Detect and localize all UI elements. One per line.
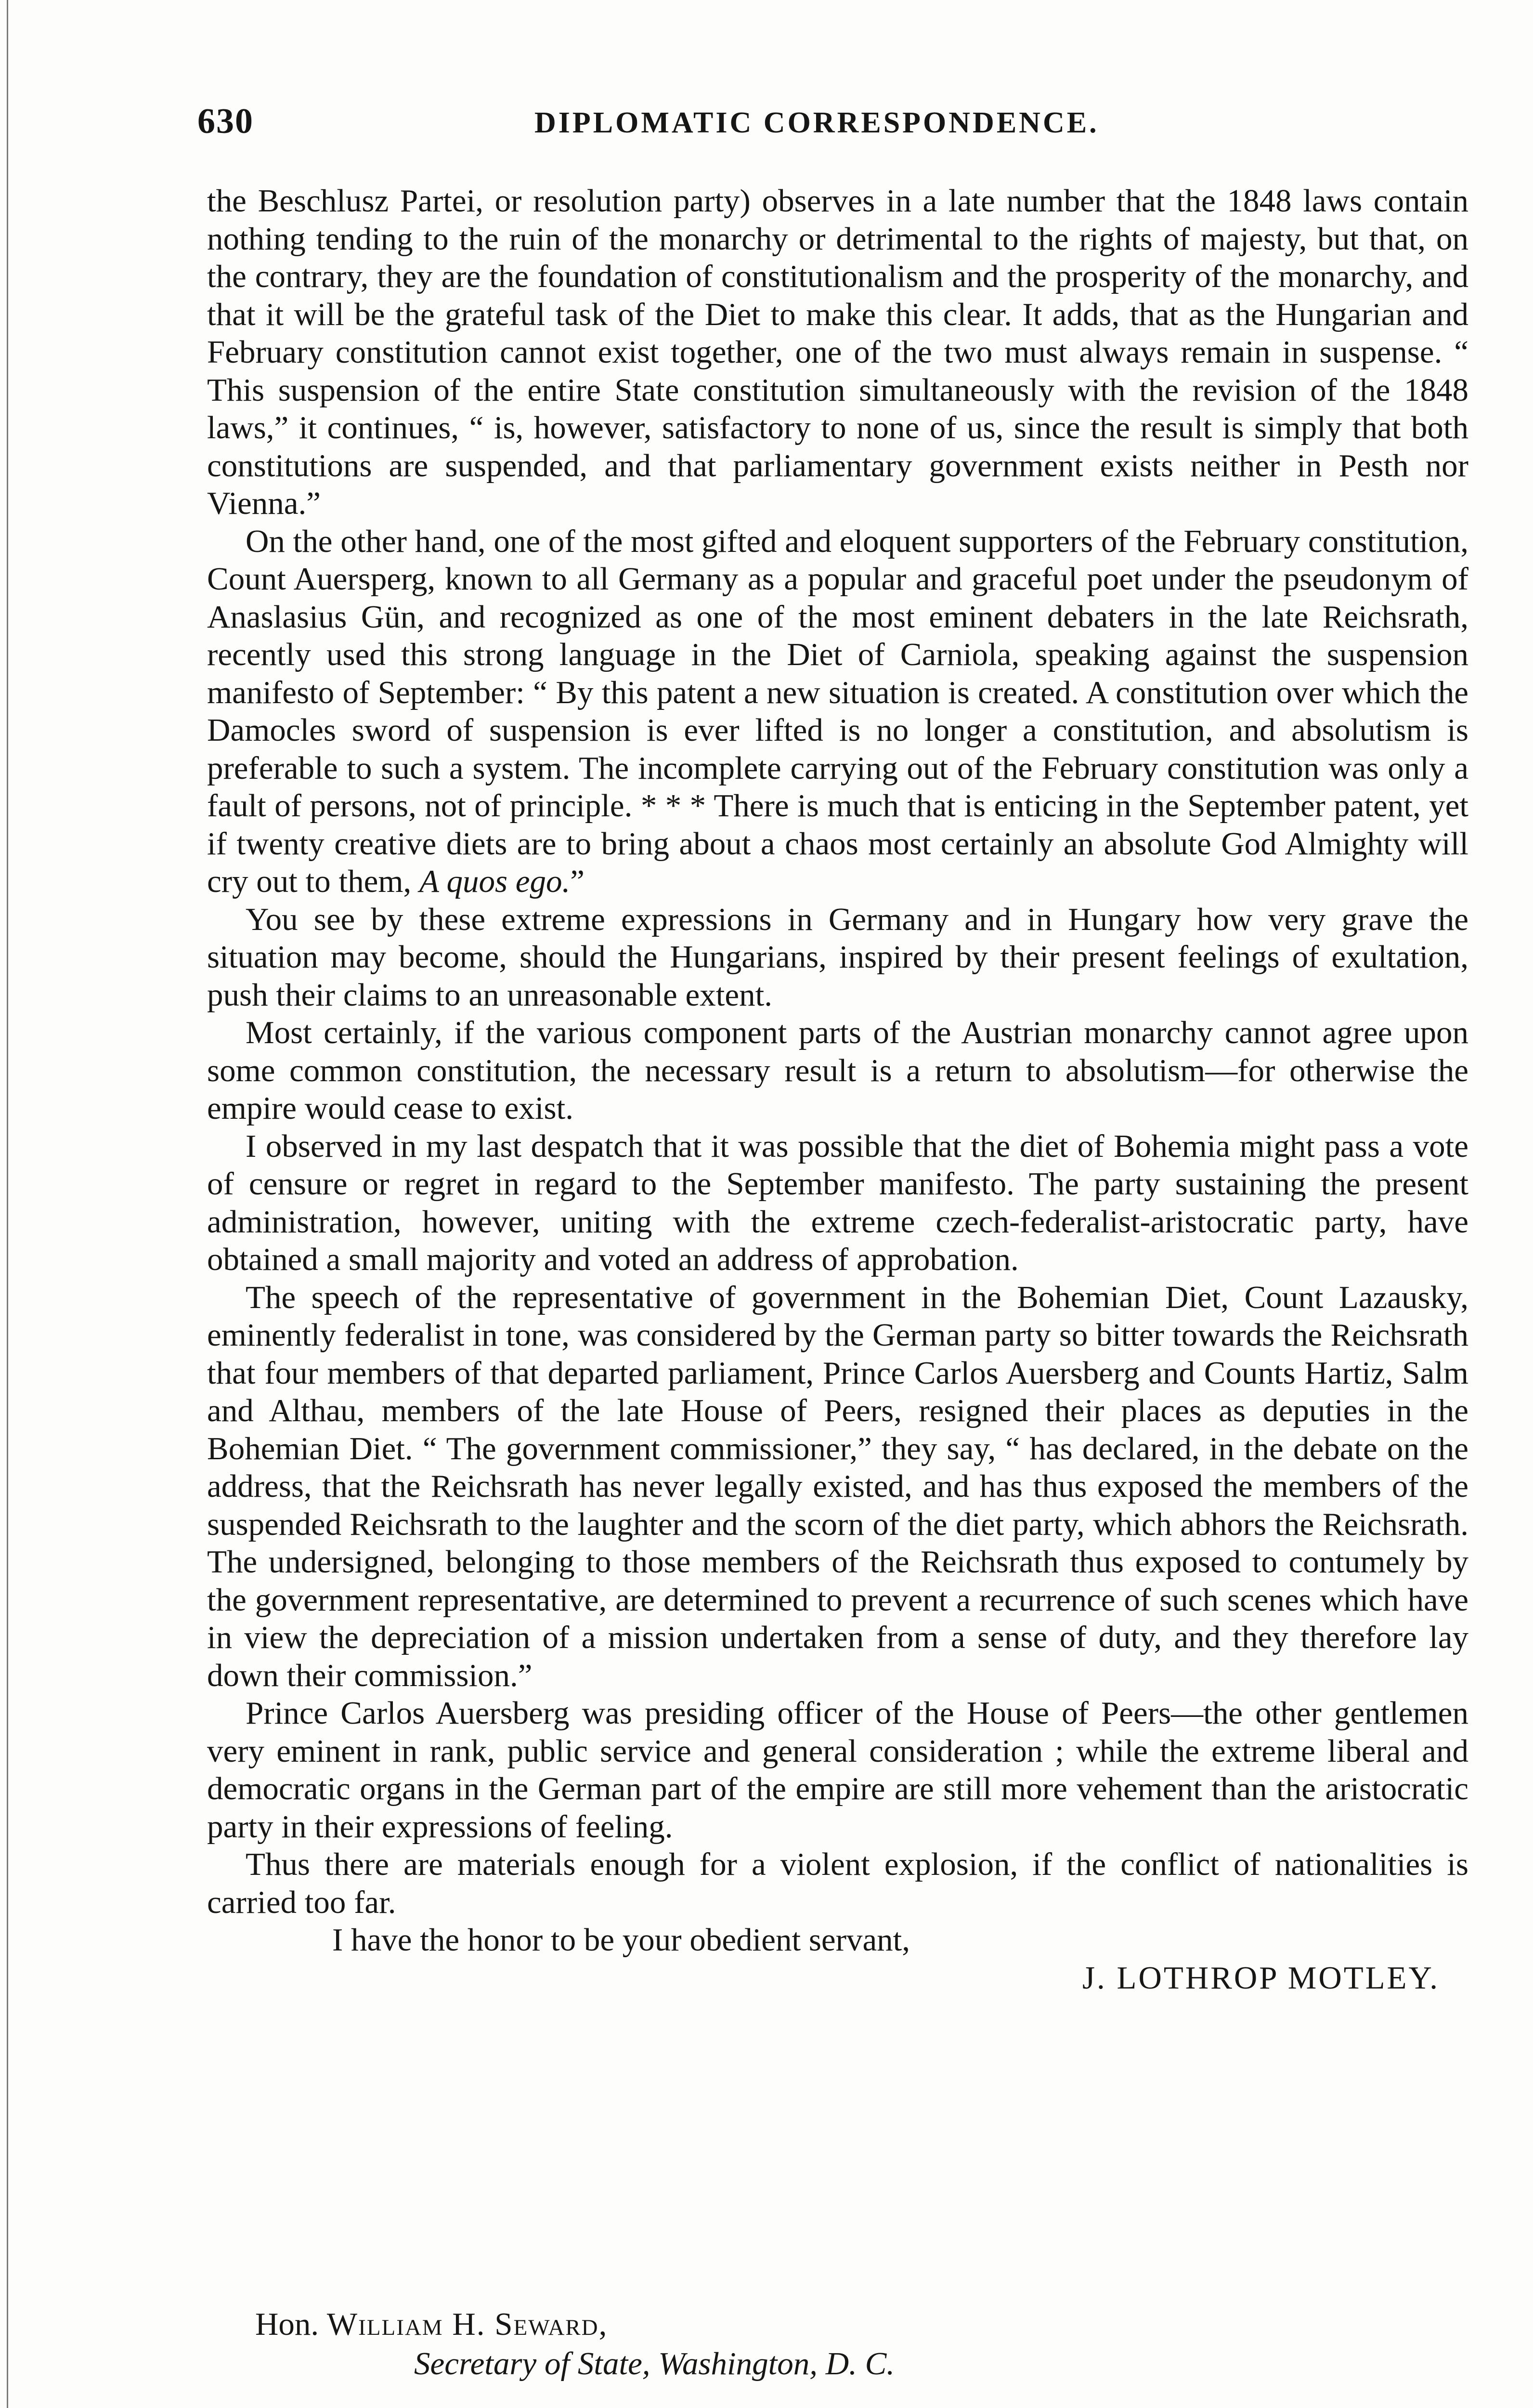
letter-body [207, 182, 1468, 1997]
page-header [197, 101, 1473, 144]
paragraph-6: The speech of the representative of government in the Bohemian Diet, Count Lazausky, eminently federalist in tone, was considered by the German party so bitter towards the Reichsrath that four members of that departed parliament, Prince Carlos Auersberg and Counts Hartiz, Salm and Althau, members of the late House of Peers, resigned their places as deputies in the Bohemian Diet. “ The government commissioner,” they say, “ has declared, in the debate on the address, that the Reichsrath has never legally existed, and has thus exposed the members of the suspended Reichsrath to the laughter and the scorn of the diet party, which abhors the Reichsrath. The undersigned, belonging to those members of the Reichsrath thus exposed to contumely by the government representative, are determined to prevent a recurrence of such scenes which have in view the depreciation of a mission undertaken from a sense of duty, and they therefore lay down their commission.” [207, 1279, 1468, 1693]
paragraph-5: I observed in my last despatch that it was possible that the diet of Bohemia might pass a vote of censure or regret in regard to the September manifesto. The party sustaining the present administration, however, uniting with the extreme czech-federalist-aristocratic party, have obtained a small majority and voted an address of approbation. [207, 1128, 1468, 1277]
latin-quote: A quos ego. [419, 864, 571, 899]
recipient-name: William H. Seward, [326, 2306, 608, 2342]
paragraph-8: Thus there are materials enough for a violent explosion, if the conflict of nationalities is carried too far. [207, 1846, 1468, 1920]
closing-salutation: I have the honor to be your obedient servant, [332, 1922, 910, 1958]
page-number: 630 [197, 102, 254, 141]
running-title: DIPLOMATIC CORRESPONDENCE. [534, 106, 1099, 139]
paragraph-1: the Beschlusz Partei, or resolution party) observes in a late number that the 1848 laws contain nothing tending to the ruin of the monarchy or detrimental to the rights of majesty, but that, on the contrary, they are the foundation of constitutionalism and the prosperity of the monarchy, and that it will be the grateful task of the Diet to make this clear. It adds, that as the Hungarian and February constitution cannot exist together, one of the two must always remain in suspense. “ This suspension of the entire State constitution simultaneously with the revision of the 1848 laws,” it continues, “ is, however, satisfactory to none of us, since the result is simply that both constitutions are suspended, and that parliamentary government exists neither in Pesth nor Vienna.” [207, 183, 1468, 521]
recipient-address [255, 2304, 895, 2383]
paragraph-2: On the other hand, one of the most gifted and eloquent supporters of the February constitution, Count Auersperg, known to all Germany as a popular and graceful poet under the pseudonym of Anaslasius Gün, and recognized as one of the most eminent debaters in the late Reichsrath, recently used this strong language in the Diet of Carniola, speaking against the suspension manifesto of September: “ By this patent a new situation is created. A constitution over which the Damocles sword of suspension is ever lifted is no longer a constitution, and absolutism is preferable to such a system. The incomplete carrying out of the February constitution was only a fault of persons, not of principle. * * * There is much that is enticing in the September patent, yet if twenty creative diets are to bring about a chaos most certainly an absolute God Almighty will cry out to them, A quos ego.” [207, 523, 1468, 899]
recipient-title: Secretary of State, Washington, D. C. [414, 2346, 895, 2382]
paragraph-7: Prince Carlos Auersberg was presiding officer of the House of Peers—the other gentlemen very eminent in rank, public service and general consideration ; while the extreme liberal and democratic organs in the German part of the empire are still more vehement than the aristocratic party in their expressions of feeling. [207, 1695, 1468, 1845]
signature: J. LOTHROP MOTLEY. [1082, 1960, 1440, 1996]
paragraph-4: Most certainly, if the various component parts of the Austrian monarchy cannot agree upon some common constitution, the necessary result is a return to absolutism—for otherwise the empire would cease to exist. [207, 1015, 1468, 1126]
recipient-name-line: Hon. William H. Seward, [255, 2306, 608, 2342]
paragraph-3: You see by these extreme expressions in Germany and in Hungary how very grave the situation may become, should the Hungarians, inspired by their present feelings of exultation, push their claims to an unreasonable extent. [207, 901, 1468, 1013]
page-edge-rule [7, 0, 8, 2408]
